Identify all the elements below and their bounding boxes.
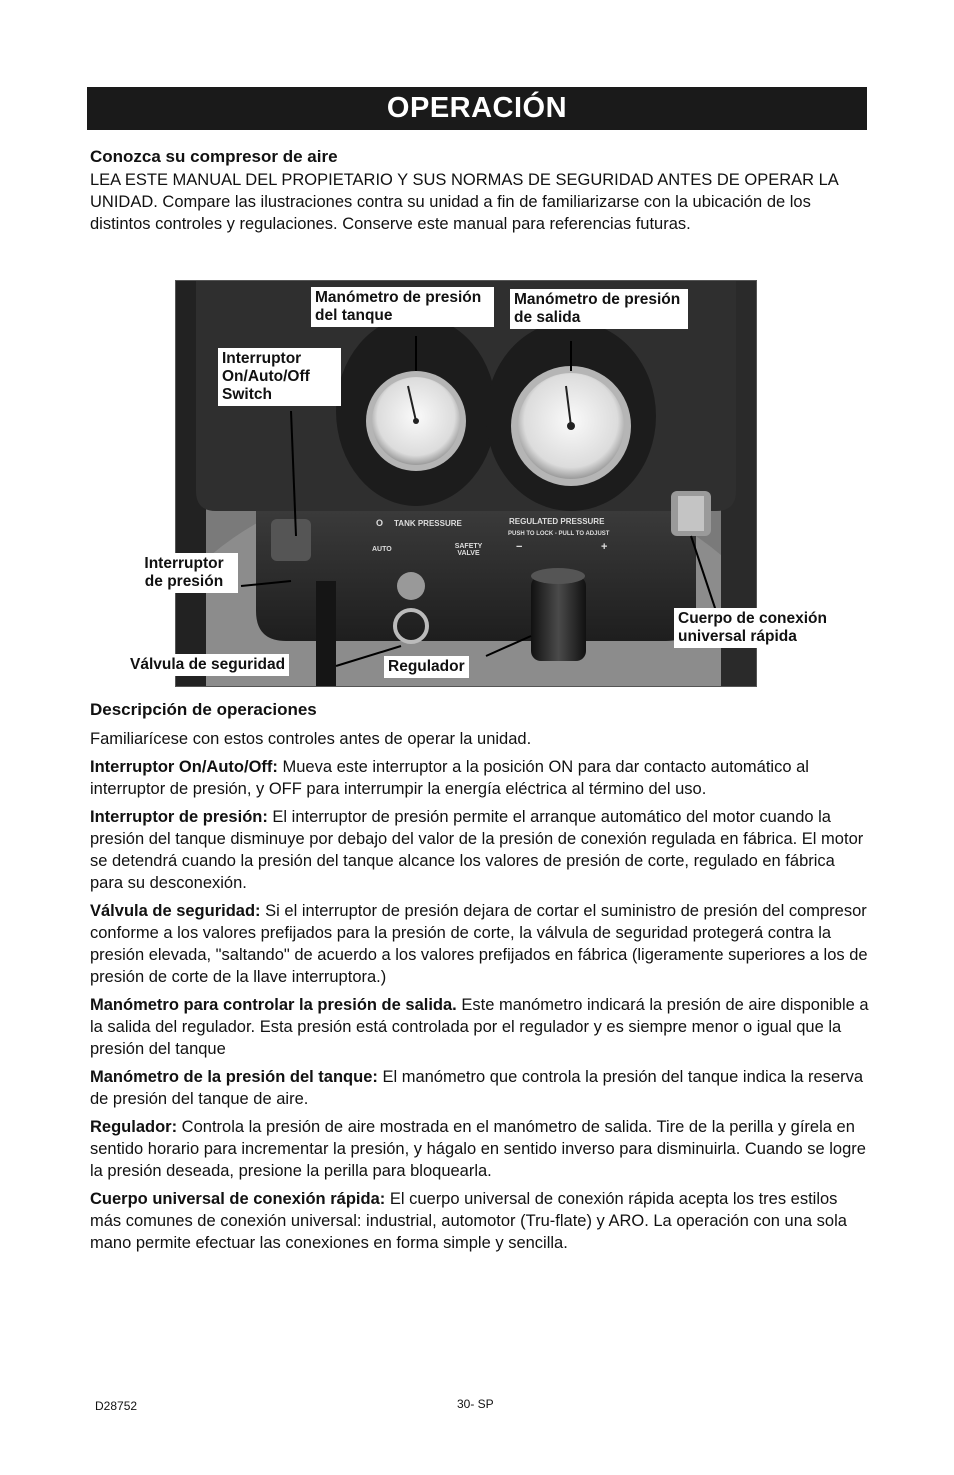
page-title-bar	[87, 87, 867, 130]
panel-minus-mark: −	[516, 541, 523, 553]
operation-term: Interruptor de presión:	[90, 808, 268, 826]
page-number: 30- SP	[457, 1397, 494, 1411]
label-on-auto-off-switch: Interruptor On/Auto/Off Switch	[218, 348, 341, 406]
operation-desc: El cuerpo universal de conexión rápida acepta los tres estilos más comunes de conexión universal: industrial, automotor (Tru-flate) y ARO. La operación con una sola mano permite efectuar las conexiones en forma simple y sencilla.	[90, 1190, 847, 1252]
operation-term: Válvula de seguridad:	[90, 902, 261, 920]
panel-regulated-pressure-text: REGULATED PRESSURE	[509, 517, 605, 526]
intro-heading: Conozca su compresor de aire	[90, 147, 338, 166]
operation-item	[90, 1066, 870, 1110]
operation-desc: Si el interruptor de presión dejara de cortar el suministro de presión del compresor conforme a los valores prefijados para la presión de corte, la válvula de seguridad protegerá contra la presión elevada, "saltando" de acuerdo a los valores prefijados en fábrica (ligeramente superiores a los de presión de corte de la llave interruptora.)	[90, 902, 868, 986]
doc-number: D28752	[95, 1399, 138, 1413]
operation-desc: Mueva este interruptor a la posición ON para dar contacto automático al interruptor de presión, y OFF para interrumpir la energía eléctrica al término del uso.	[90, 758, 809, 798]
operations-lead: Familiarícese con estos controles antes de operar la unidad.	[90, 730, 532, 748]
operation-item	[90, 806, 870, 894]
operation-term: Cuerpo universal de conexión rápida:	[90, 1190, 386, 1208]
operations-body	[90, 728, 870, 1260]
operation-item	[90, 994, 870, 1060]
label-tank-gauge: Manómetro de presión del tanque	[311, 287, 494, 327]
label-quick-coupler: Cuerpo de conexión universal rápida	[674, 608, 832, 648]
compressor-panel-illustration	[176, 281, 756, 686]
label-safety-valve: Válvula de seguridad	[126, 654, 289, 676]
operation-desc: El interruptor de presión permite el arranque automático del motor cuando la presión del tanque disminuye por debajo del valor de la presión de conexión regulada en fábrica. El motor se detendrá cuando la presión del tanque alcance los valores de presión de corte, regulado en fábrica para su desconexión.	[90, 808, 864, 892]
operation-term: Regulador:	[90, 1118, 178, 1136]
operation-item	[90, 900, 870, 988]
panel-auto-mark: AUTO	[372, 546, 392, 553]
label-regulator: Regulador	[384, 656, 469, 678]
panel-tank-pressure-text: TANK PRESSURE	[394, 519, 462, 528]
operation-desc: Este manómetro indicará la presión de aire disponible a la salida del regulador. Esta presión está controlada por el regulador y es siempre menor o igual que la presión del tanque	[90, 996, 869, 1058]
page-title: OPERACIÓN	[386, 92, 568, 124]
panel-push-pull-text: PUSH TO LOCK - PULL TO ADJUST	[508, 531, 610, 537]
label-pressure-switch: Interruptor de presión	[130, 553, 238, 593]
compressor-control-panel-figure	[175, 280, 757, 687]
operation-term: Interruptor On/Auto/Off:	[90, 758, 278, 776]
panel-on-mark: O	[376, 518, 384, 528]
operations-heading: Descripción de operaciones	[90, 700, 317, 719]
operation-item	[90, 1188, 870, 1254]
intro-text: LEA ESTE MANUAL DEL PROPIETARIO Y SUS NORMAS DE SEGURIDAD ANTES DE OPERAR LA UNIDAD. Compare las ilustraciones contra su unidad a fin de familiarizarse con la ubicación de los distintos controles y regulaciones. Conserve este manual para referencias futuras.	[90, 171, 838, 233]
operation-item	[90, 1116, 870, 1182]
label-outlet-gauge: Manómetro de presión de salida	[510, 289, 688, 329]
operation-term: Manómetro para controlar la presión de salida.	[90, 996, 457, 1014]
operation-desc: El manómetro que controla la presión del tanque indica la reserva de presión del tanque de aire.	[90, 1068, 864, 1108]
operation-item	[90, 756, 870, 800]
panel-safety-valve-text: SAFETY VALVE	[454, 543, 483, 557]
operation-term: Manómetro de la presión del tanque:	[90, 1068, 378, 1086]
panel-plus-mark: +	[601, 541, 608, 553]
operation-desc: Controla la presión de aire mostrada en el manómetro de salida. Tire de la perilla y gírela en sentido horario para incrementar la presión, y hágalo en sentido inverso para disminuirla. Cuando se logre la presión deseada, presione la perilla para bloquearla.	[90, 1118, 866, 1180]
